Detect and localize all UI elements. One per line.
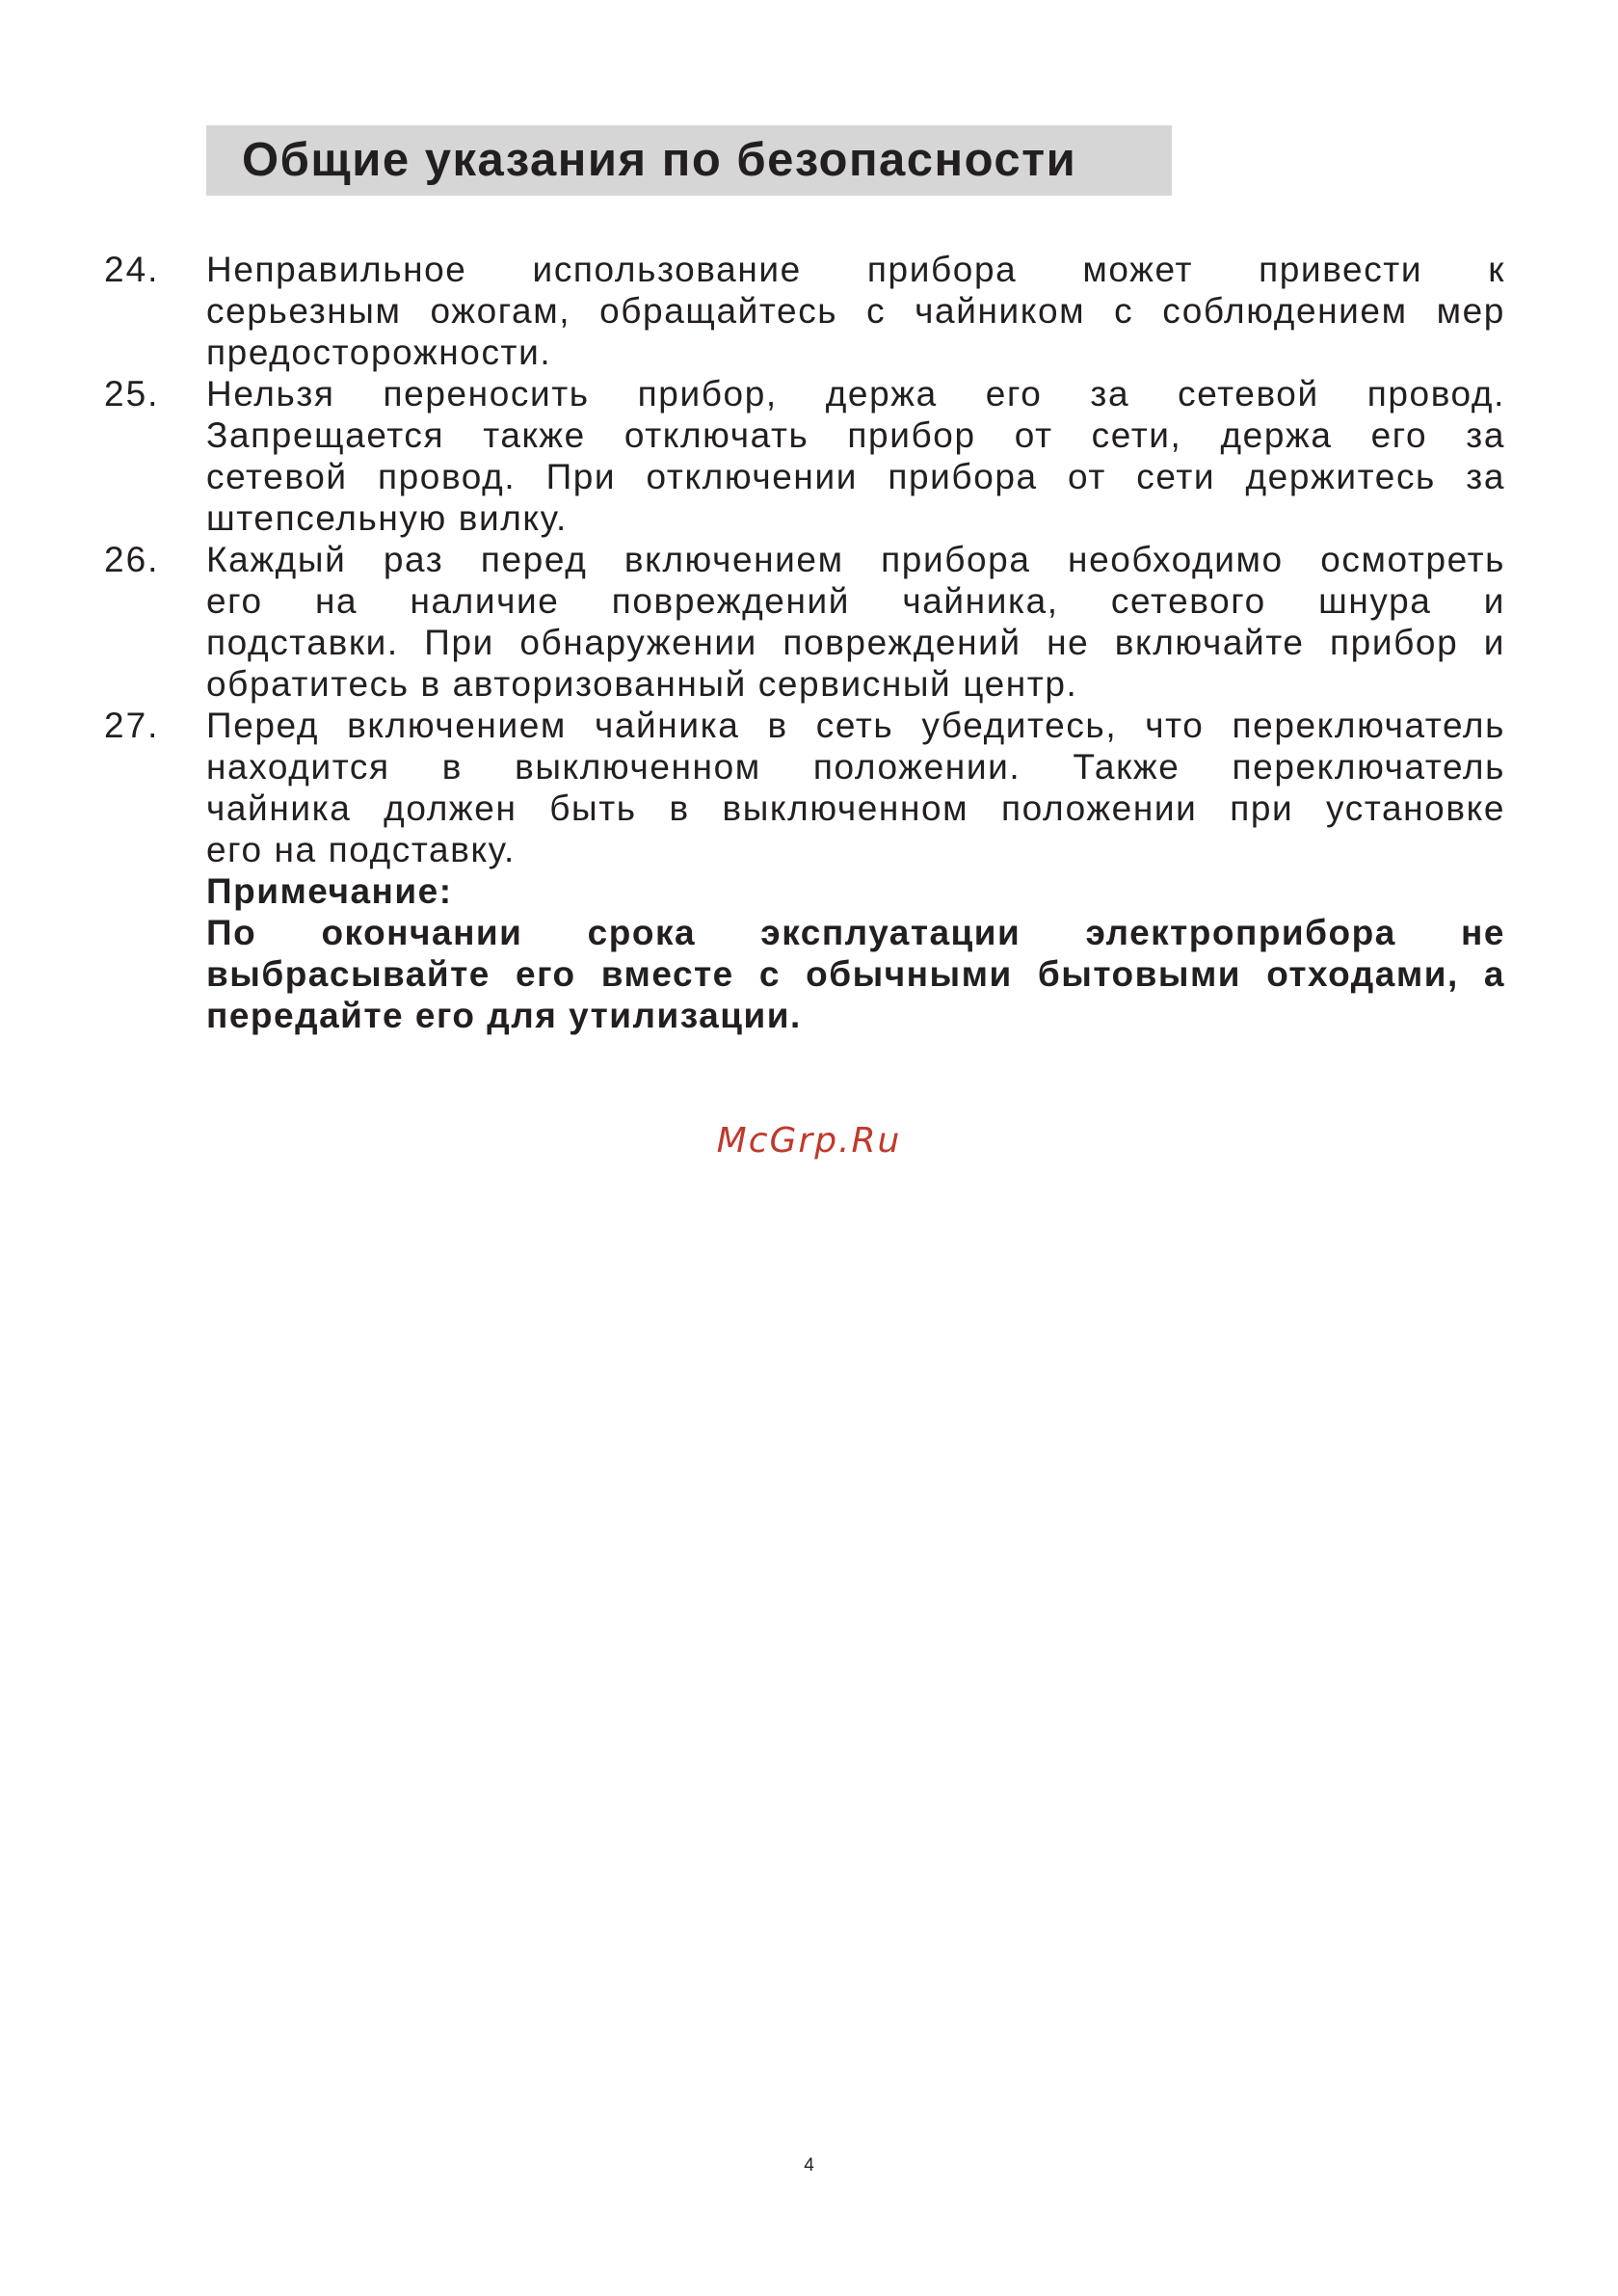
item-text-line: предосторожности. [206,333,552,372]
list-item-25 [0,373,1618,539]
item-text-line: его на подставку. [206,830,516,869]
note-text-line: передайте его для утилизации. [206,996,802,1035]
item-number: 27. [104,706,160,745]
note-block [0,870,1618,1036]
page-title: Общие указания по безопасности [242,134,1077,186]
item-text-line: Каждый раз перед включением прибора необходимо осмотреть [206,540,1505,579]
item-text-line: штепсельную вилку. [206,498,568,538]
item-text-line: обратитесь в авторизованный сервисный центр. [206,664,1078,704]
item-number: 24. [104,250,160,289]
note-label: Примечание: [206,871,453,911]
item-text-line: сетевой провод. При отключении прибора от сети держитесь за [206,457,1505,496]
item-text-line: Нельзя переносить прибор, держа его за сетевой провод. [206,374,1505,414]
note-text-line: По окончании срока эксплуатации электроприбора не [206,913,1505,952]
item-number: 25. [104,374,160,414]
safety-instructions-list [0,249,1618,1036]
item-text-line: находится в выключенном положении. Также переключатель [206,747,1505,787]
item-text-line: подставки. При обнаружении повреждений не включайте прибор и [206,623,1505,662]
list-item-26 [0,539,1618,705]
item-text-line: Запрещается также отключать прибор от сети, держа его за [206,415,1505,455]
item-number: 26. [104,540,160,579]
item-text-line: Неправильное использование прибора может привести к [206,250,1505,289]
page-number: 4 [804,2155,814,2176]
note-text-line: выбрасывайте его вместе с обычными бытовыми отходами, а [206,954,1505,994]
watermark: McGrp.Ru [716,1121,902,1161]
item-text-line: его на наличие повреждений чайника, сетевого шнура и [206,581,1505,621]
item-text-line: чайника должен быть в выключенном положении при установке [206,788,1505,828]
list-item-24 [0,249,1618,373]
list-item-27 [0,705,1618,870]
section-header [206,125,1172,196]
item-text-line: серьезным ожогам, обращайтесь с чайником с соблюдением мер [206,291,1505,331]
item-text-line: Перед включением чайника в сеть убедитесь, что переключатель [206,706,1505,745]
